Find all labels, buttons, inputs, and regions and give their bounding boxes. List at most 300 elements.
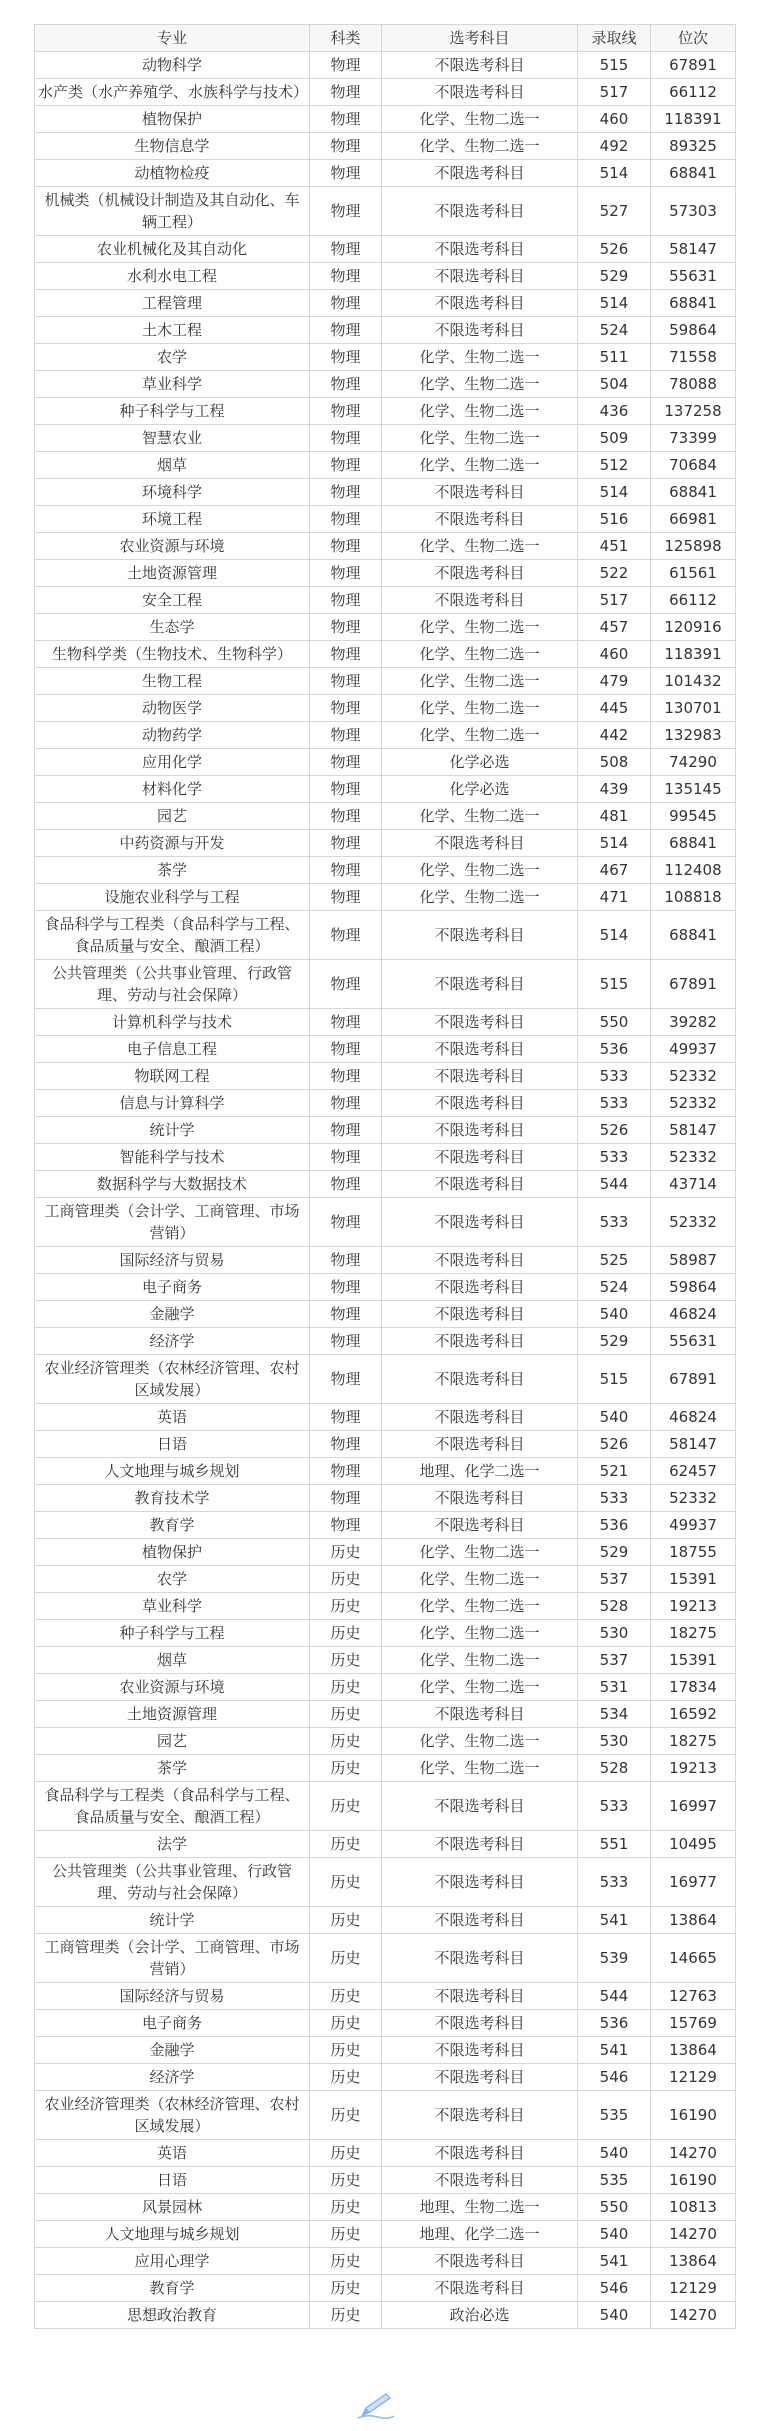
cell-rank: 12129 <box>651 2064 736 2091</box>
cell-rank: 52332 <box>651 1144 736 1171</box>
cell-rank: 15391 <box>651 1647 736 1674</box>
cell-subject-category: 物理 <box>310 236 382 263</box>
cell-subject-category: 历史 <box>310 2140 382 2167</box>
cell-subject-category: 物理 <box>310 344 382 371</box>
cell-subject-category: 历史 <box>310 1647 382 1674</box>
cell-rank: 70684 <box>651 452 736 479</box>
cell-elective-subjects: 不限选考科目 <box>382 263 578 290</box>
cell-elective-subjects: 不限选考科目 <box>382 1036 578 1063</box>
table-row <box>35 1566 736 1593</box>
cell-subject-category: 物理 <box>310 52 382 79</box>
cell-subject-category: 历史 <box>310 1983 382 2010</box>
cell-elective-subjects: 化学必选 <box>382 776 578 803</box>
cell-cutoff-score: 551 <box>578 1831 651 1858</box>
cell-major: 中药资源与开发 <box>35 830 310 857</box>
cell-cutoff-score: 531 <box>578 1674 651 1701</box>
table-row <box>35 1171 736 1198</box>
cell-cutoff-score: 529 <box>578 1539 651 1566</box>
cell-elective-subjects: 化学、生物二选一 <box>382 884 578 911</box>
cell-major: 环境工程 <box>35 506 310 533</box>
cell-subject-category: 物理 <box>310 1036 382 1063</box>
cell-major: 计算机科学与技术 <box>35 1009 310 1036</box>
cell-elective-subjects: 不限选考科目 <box>382 1355 578 1404</box>
cell-cutoff-score: 546 <box>578 2064 651 2091</box>
table-row <box>35 1198 736 1247</box>
cell-elective-subjects: 不限选考科目 <box>382 1009 578 1036</box>
cell-elective-subjects: 化学、生物二选一 <box>382 398 578 425</box>
cell-major: 统计学 <box>35 1907 310 1934</box>
cell-subject-category: 物理 <box>310 1301 382 1328</box>
table-row <box>35 2194 736 2221</box>
cell-cutoff-score: 479 <box>578 668 651 695</box>
cell-subject-category: 历史 <box>310 2167 382 2194</box>
cell-rank: 16977 <box>651 1858 736 1907</box>
cell-major: 生态学 <box>35 614 310 641</box>
table-row <box>35 1063 736 1090</box>
table-row <box>35 1036 736 1063</box>
table-row <box>35 749 736 776</box>
cell-subject-category: 物理 <box>310 160 382 187</box>
cell-rank: 130701 <box>651 695 736 722</box>
table-row <box>35 911 736 960</box>
cell-elective-subjects: 化学、生物二选一 <box>382 695 578 722</box>
cell-major: 金融学 <box>35 1301 310 1328</box>
table-row <box>35 1934 736 1983</box>
cell-subject-category: 物理 <box>310 1171 382 1198</box>
cell-elective-subjects: 不限选考科目 <box>382 506 578 533</box>
cell-major: 烟草 <box>35 452 310 479</box>
cell-major: 物联网工程 <box>35 1063 310 1090</box>
cell-rank: 55631 <box>651 263 736 290</box>
cell-rank: 13864 <box>651 1907 736 1934</box>
cell-major: 农学 <box>35 344 310 371</box>
cell-elective-subjects: 不限选考科目 <box>382 830 578 857</box>
cell-subject-category: 历史 <box>310 2302 382 2329</box>
cell-elective-subjects: 地理、生物二选一 <box>382 2194 578 2221</box>
cell-subject-category: 物理 <box>310 79 382 106</box>
cell-rank: 10495 <box>651 1831 736 1858</box>
cell-subject-category: 物理 <box>310 641 382 668</box>
cell-cutoff-score: 492 <box>578 133 651 160</box>
table-row <box>35 803 736 830</box>
cell-subject-category: 历史 <box>310 2248 382 2275</box>
cell-cutoff-score: 529 <box>578 1328 651 1355</box>
cell-elective-subjects: 不限选考科目 <box>382 2064 578 2091</box>
cell-rank: 52332 <box>651 1063 736 1090</box>
cell-major: 国际经济与贸易 <box>35 1247 310 1274</box>
cell-subject-category: 历史 <box>310 2091 382 2140</box>
table-row <box>35 1701 736 1728</box>
cell-elective-subjects: 不限选考科目 <box>382 1485 578 1512</box>
cell-major: 生物科学类（生物技术、生物科学） <box>35 641 310 668</box>
cell-rank: 68841 <box>651 830 736 857</box>
cell-elective-subjects: 不限选考科目 <box>382 560 578 587</box>
cell-major: 统计学 <box>35 1117 310 1144</box>
cell-rank: 67891 <box>651 52 736 79</box>
table-row <box>35 776 736 803</box>
table-row <box>35 1620 736 1647</box>
cell-elective-subjects: 化学、生物二选一 <box>382 614 578 641</box>
cell-cutoff-score: 504 <box>578 371 651 398</box>
cell-subject-category: 物理 <box>310 1063 382 1090</box>
cell-rank: 52332 <box>651 1485 736 1512</box>
cell-rank: 132983 <box>651 722 736 749</box>
table-row <box>35 2248 736 2275</box>
cell-elective-subjects: 不限选考科目 <box>382 1431 578 1458</box>
cell-major: 数据科学与大数据技术 <box>35 1171 310 1198</box>
table-row <box>35 641 736 668</box>
cell-elective-subjects: 不限选考科目 <box>382 2091 578 2140</box>
cell-rank: 58987 <box>651 1247 736 1274</box>
cell-rank: 16190 <box>651 2167 736 2194</box>
cell-major: 水利水电工程 <box>35 263 310 290</box>
cell-rank: 39282 <box>651 1009 736 1036</box>
cell-cutoff-score: 528 <box>578 1593 651 1620</box>
cell-elective-subjects: 不限选考科目 <box>382 587 578 614</box>
cell-rank: 12763 <box>651 1983 736 2010</box>
cell-elective-subjects: 不限选考科目 <box>382 1247 578 1274</box>
cell-subject-category: 物理 <box>310 668 382 695</box>
cell-cutoff-score: 540 <box>578 2140 651 2167</box>
cell-major: 土地资源管理 <box>35 560 310 587</box>
cell-subject-category: 物理 <box>310 452 382 479</box>
cell-major: 种子科学与工程 <box>35 1620 310 1647</box>
cell-major: 食品科学与工程类（食品科学与工程、食品质量与安全、酿酒工程） <box>35 1782 310 1831</box>
cell-cutoff-score: 481 <box>578 803 651 830</box>
table-row <box>35 263 736 290</box>
cell-elective-subjects: 地理、化学二选一 <box>382 1458 578 1485</box>
header-subject-category: 科类 <box>310 25 382 52</box>
cell-rank: 66112 <box>651 79 736 106</box>
cell-subject-category: 物理 <box>310 1328 382 1355</box>
cell-rank: 118391 <box>651 106 736 133</box>
cell-rank: 49937 <box>651 1512 736 1539</box>
cell-subject-category: 物理 <box>310 830 382 857</box>
table-row <box>35 830 736 857</box>
cell-cutoff-score: 530 <box>578 1728 651 1755</box>
cell-cutoff-score: 442 <box>578 722 651 749</box>
cell-subject-category: 历史 <box>310 1728 382 1755</box>
cell-cutoff-score: 514 <box>578 160 651 187</box>
cell-subject-category: 历史 <box>310 1701 382 1728</box>
cell-rank: 19213 <box>651 1593 736 1620</box>
cell-subject-category: 物理 <box>310 398 382 425</box>
cell-rank: 66981 <box>651 506 736 533</box>
cell-subject-category: 物理 <box>310 749 382 776</box>
table-row <box>35 587 736 614</box>
cell-cutoff-score: 439 <box>578 776 651 803</box>
cell-rank: 52332 <box>651 1198 736 1247</box>
cell-rank: 15769 <box>651 2010 736 2037</box>
cell-major: 种子科学与工程 <box>35 398 310 425</box>
cell-major: 工商管理类（会计学、工商管理、市场营销） <box>35 1198 310 1247</box>
cell-rank: 112408 <box>651 857 736 884</box>
cell-elective-subjects: 不限选考科目 <box>382 1934 578 1983</box>
cell-subject-category: 物理 <box>310 857 382 884</box>
cell-rank: 135145 <box>651 776 736 803</box>
cell-major: 植物保护 <box>35 106 310 133</box>
cell-subject-category: 物理 <box>310 187 382 236</box>
cell-cutoff-score: 514 <box>578 290 651 317</box>
header-rank: 位次 <box>651 25 736 52</box>
cell-cutoff-score: 526 <box>578 1117 651 1144</box>
table-row <box>35 668 736 695</box>
cell-elective-subjects: 化学、生物二选一 <box>382 452 578 479</box>
cell-cutoff-score: 535 <box>578 2091 651 2140</box>
cell-elective-subjects: 不限选考科目 <box>382 1701 578 1728</box>
table-row <box>35 452 736 479</box>
cell-elective-subjects: 不限选考科目 <box>382 1983 578 2010</box>
cell-major: 工商管理类（会计学、工商管理、市场营销） <box>35 1934 310 1983</box>
cell-cutoff-score: 533 <box>578 1858 651 1907</box>
cell-subject-category: 物理 <box>310 425 382 452</box>
cell-rank: 14665 <box>651 1934 736 1983</box>
cell-cutoff-score: 517 <box>578 79 651 106</box>
cell-subject-category: 物理 <box>310 695 382 722</box>
cell-major: 应用化学 <box>35 749 310 776</box>
cell-elective-subjects: 不限选考科目 <box>382 2248 578 2275</box>
cell-subject-category: 历史 <box>310 1593 382 1620</box>
cell-rank: 67891 <box>651 1355 736 1404</box>
cell-cutoff-score: 445 <box>578 695 651 722</box>
cell-subject-category: 历史 <box>310 2221 382 2248</box>
table-row <box>35 1355 736 1404</box>
cell-major: 生物信息学 <box>35 133 310 160</box>
cell-major: 安全工程 <box>35 587 310 614</box>
cell-rank: 14270 <box>651 2302 736 2329</box>
table-row <box>35 1858 736 1907</box>
cell-elective-subjects: 化学、生物二选一 <box>382 1728 578 1755</box>
table-row <box>35 2167 736 2194</box>
cell-rank: 16190 <box>651 2091 736 2140</box>
cell-major: 电子商务 <box>35 2010 310 2037</box>
cell-elective-subjects: 不限选考科目 <box>382 187 578 236</box>
cell-cutoff-score: 526 <box>578 236 651 263</box>
cell-elective-subjects: 不限选考科目 <box>382 1198 578 1247</box>
cell-cutoff-score: 509 <box>578 425 651 452</box>
cell-elective-subjects: 不限选考科目 <box>382 1301 578 1328</box>
cell-cutoff-score: 517 <box>578 587 651 614</box>
cell-cutoff-score: 515 <box>578 52 651 79</box>
cell-elective-subjects: 不限选考科目 <box>382 2037 578 2064</box>
cell-subject-category: 历史 <box>310 1907 382 1934</box>
cell-major: 金融学 <box>35 2037 310 2064</box>
cell-major: 植物保护 <box>35 1539 310 1566</box>
cell-major: 农业资源与环境 <box>35 533 310 560</box>
table-row <box>35 1907 736 1934</box>
cell-cutoff-score: 508 <box>578 749 651 776</box>
cell-rank: 68841 <box>651 160 736 187</box>
cell-cutoff-score: 533 <box>578 1090 651 1117</box>
cell-cutoff-score: 436 <box>578 398 651 425</box>
cell-cutoff-score: 536 <box>578 1512 651 1539</box>
cell-elective-subjects: 不限选考科目 <box>382 2167 578 2194</box>
cell-cutoff-score: 451 <box>578 533 651 560</box>
table-row <box>35 2140 736 2167</box>
cell-subject-category: 物理 <box>310 1009 382 1036</box>
cell-elective-subjects: 不限选考科目 <box>382 1831 578 1858</box>
cell-cutoff-score: 544 <box>578 1171 651 1198</box>
cell-rank: 62457 <box>651 1458 736 1485</box>
cell-elective-subjects: 化学、生物二选一 <box>382 133 578 160</box>
cell-elective-subjects: 不限选考科目 <box>382 479 578 506</box>
cell-rank: 68841 <box>651 290 736 317</box>
cell-major: 生物工程 <box>35 668 310 695</box>
cell-subject-category: 历史 <box>310 1539 382 1566</box>
cell-cutoff-score: 515 <box>578 960 651 1009</box>
cell-rank: 46824 <box>651 1404 736 1431</box>
cell-subject-category: 历史 <box>310 1674 382 1701</box>
cell-rank: 68841 <box>651 479 736 506</box>
cell-subject-category: 物理 <box>310 560 382 587</box>
table-row <box>35 1831 736 1858</box>
cell-major: 教育学 <box>35 1512 310 1539</box>
cell-cutoff-score: 541 <box>578 2248 651 2275</box>
cell-rank: 49937 <box>651 1036 736 1063</box>
table-row <box>35 1009 736 1036</box>
cell-cutoff-score: 533 <box>578 1144 651 1171</box>
table-row <box>35 2221 736 2248</box>
cell-elective-subjects: 不限选考科目 <box>382 317 578 344</box>
cell-cutoff-score: 530 <box>578 1620 651 1647</box>
table-row <box>35 506 736 533</box>
cell-major: 动植物检疫 <box>35 160 310 187</box>
cell-subject-category: 物理 <box>310 1274 382 1301</box>
table-row <box>35 317 736 344</box>
table-row <box>35 1117 736 1144</box>
cell-rank: 12129 <box>651 2275 736 2302</box>
cell-rank: 101432 <box>651 668 736 695</box>
table-row <box>35 1593 736 1620</box>
cell-rank: 73399 <box>651 425 736 452</box>
cell-rank: 108818 <box>651 884 736 911</box>
cell-elective-subjects: 化学、生物二选一 <box>382 106 578 133</box>
cell-subject-category: 物理 <box>310 506 382 533</box>
cell-cutoff-score: 541 <box>578 2037 651 2064</box>
cell-rank: 16997 <box>651 1782 736 1831</box>
table-row <box>35 533 736 560</box>
cell-cutoff-score: 522 <box>578 560 651 587</box>
cell-rank: 14270 <box>651 2221 736 2248</box>
table-row <box>35 857 736 884</box>
cell-major: 日语 <box>35 1431 310 1458</box>
cell-major: 材料化学 <box>35 776 310 803</box>
cell-subject-category: 物理 <box>310 1355 382 1404</box>
cell-elective-subjects: 化学、生物二选一 <box>382 1674 578 1701</box>
cell-elective-subjects: 化学、生物二选一 <box>382 1647 578 1674</box>
cell-cutoff-score: 537 <box>578 1566 651 1593</box>
cell-cutoff-score: 534 <box>578 1701 651 1728</box>
cell-major: 茶学 <box>35 857 310 884</box>
cell-subject-category: 物理 <box>310 106 382 133</box>
table-row <box>35 1431 736 1458</box>
cell-elective-subjects: 不限选考科目 <box>382 1274 578 1301</box>
cell-rank: 55631 <box>651 1328 736 1355</box>
cell-elective-subjects: 不限选考科目 <box>382 52 578 79</box>
cell-elective-subjects: 政治必选 <box>382 2302 578 2329</box>
table-row <box>35 1404 736 1431</box>
cell-subject-category: 物理 <box>310 587 382 614</box>
cell-subject-category: 历史 <box>310 2064 382 2091</box>
cell-major: 智能科学与技术 <box>35 1144 310 1171</box>
cell-subject-category: 物理 <box>310 1431 382 1458</box>
cell-rank: 16592 <box>651 1701 736 1728</box>
cell-elective-subjects: 化学、生物二选一 <box>382 1539 578 1566</box>
cell-cutoff-score: 516 <box>578 506 651 533</box>
admission-score-table <box>34 24 736 2329</box>
cell-subject-category: 物理 <box>310 722 382 749</box>
cell-subject-category: 历史 <box>310 2275 382 2302</box>
cell-rank: 58147 <box>651 236 736 263</box>
cell-rank: 125898 <box>651 533 736 560</box>
table-row <box>35 1328 736 1355</box>
cell-cutoff-score: 521 <box>578 1458 651 1485</box>
cell-subject-category: 历史 <box>310 1566 382 1593</box>
table-row <box>35 52 736 79</box>
cell-rank: 66112 <box>651 587 736 614</box>
table-row <box>35 722 736 749</box>
table-row <box>35 1274 736 1301</box>
cell-elective-subjects: 化学、生物二选一 <box>382 371 578 398</box>
cell-elective-subjects: 化学、生物二选一 <box>382 722 578 749</box>
cell-rank: 17834 <box>651 1674 736 1701</box>
cell-major: 智慧农业 <box>35 425 310 452</box>
cell-major: 农业经济管理类（农林经济管理、农村区域发展） <box>35 2091 310 2140</box>
cell-rank: 71558 <box>651 344 736 371</box>
cell-major: 日语 <box>35 2167 310 2194</box>
cell-elective-subjects: 化学、生物二选一 <box>382 668 578 695</box>
cell-cutoff-score: 525 <box>578 1247 651 1274</box>
cell-major: 农业经济管理类（农林经济管理、农村区域发展） <box>35 1355 310 1404</box>
cell-cutoff-score: 540 <box>578 2302 651 2329</box>
table-row <box>35 344 736 371</box>
cell-major: 水产类（水产养殖学、水族科学与技术） <box>35 79 310 106</box>
cell-elective-subjects: 化学、生物二选一 <box>382 1755 578 1782</box>
cell-cutoff-score: 533 <box>578 1063 651 1090</box>
cell-major: 教育学 <box>35 2275 310 2302</box>
cell-subject-category: 物理 <box>310 263 382 290</box>
table-row <box>35 560 736 587</box>
cell-cutoff-score: 550 <box>578 1009 651 1036</box>
cell-major: 土木工程 <box>35 317 310 344</box>
cell-elective-subjects: 不限选考科目 <box>382 79 578 106</box>
pencil-icon <box>356 2390 396 2420</box>
cell-cutoff-score: 514 <box>578 830 651 857</box>
cell-subject-category: 历史 <box>310 2010 382 2037</box>
table-row <box>35 187 736 236</box>
cell-major: 人文地理与城乡规划 <box>35 2221 310 2248</box>
cell-rank: 14270 <box>651 2140 736 2167</box>
cell-cutoff-score: 544 <box>578 1983 651 2010</box>
cell-cutoff-score: 536 <box>578 2010 651 2037</box>
table-row <box>35 884 736 911</box>
cell-major: 农学 <box>35 1566 310 1593</box>
table-row <box>35 960 736 1009</box>
table-row <box>35 1458 736 1485</box>
cell-cutoff-score: 541 <box>578 1907 651 1934</box>
cell-elective-subjects: 不限选考科目 <box>382 1090 578 1117</box>
cell-cutoff-score: 526 <box>578 1431 651 1458</box>
cell-rank: 118391 <box>651 641 736 668</box>
cell-cutoff-score: 540 <box>578 1301 651 1328</box>
header-elective-subjects: 选考科目 <box>382 25 578 52</box>
cell-subject-category: 物理 <box>310 1198 382 1247</box>
cell-elective-subjects: 不限选考科目 <box>382 236 578 263</box>
cell-major: 电子商务 <box>35 1274 310 1301</box>
cell-major: 动物科学 <box>35 52 310 79</box>
cell-elective-subjects: 不限选考科目 <box>382 960 578 1009</box>
cell-rank: 59864 <box>651 317 736 344</box>
